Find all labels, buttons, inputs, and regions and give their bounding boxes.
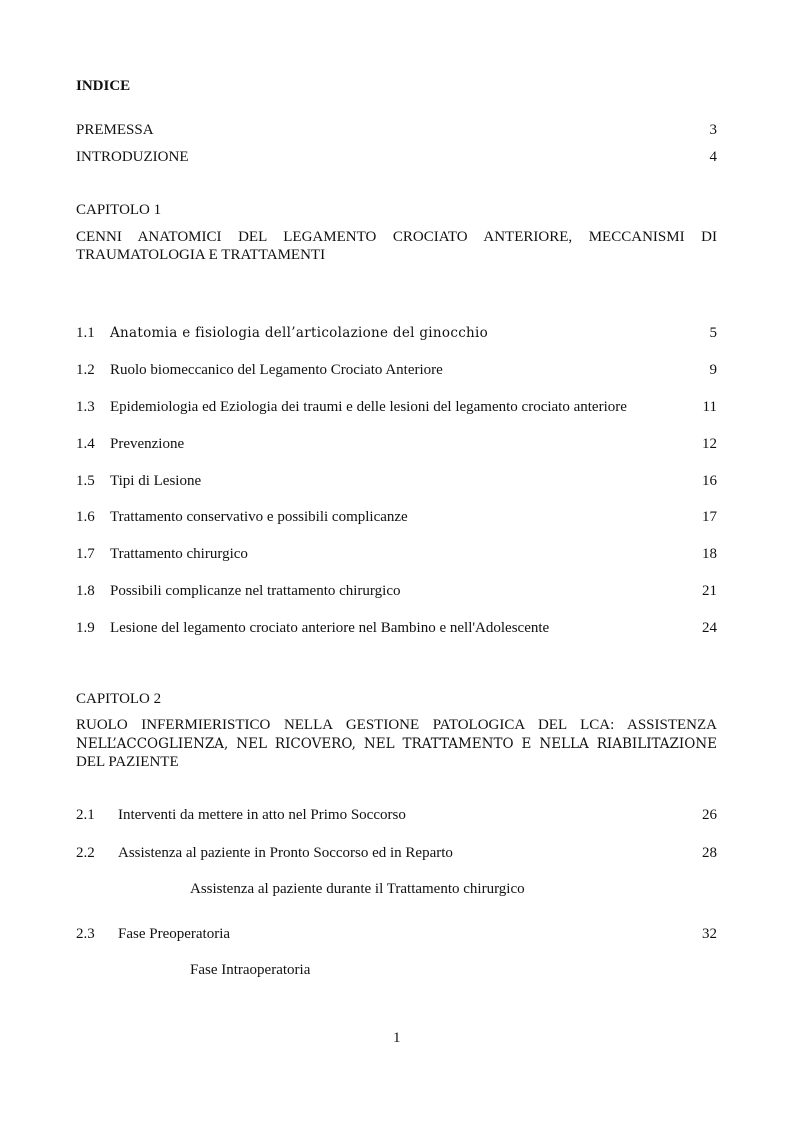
toc-subentry[interactable]: Assistenza al paziente durante il Trattamento chirurgico: [190, 881, 525, 897]
toc-entry-premessa[interactable]: PREMESSA: [76, 122, 154, 138]
toc-num: 2.3: [76, 926, 95, 942]
toc-entry[interactable]: Assistenza al paziente in Pronto Soccorso ed in Reparto: [118, 845, 453, 861]
toc-entry[interactable]: Trattamento conservativo e possibili complicanze: [110, 509, 408, 525]
toc-page-premessa: 3: [709, 122, 717, 138]
chapter-1-heading: CENNI ANATOMICI DEL LEGAMENTO CROCIATO ANTERIORE, MECCANISMI DI TRAUMATOLOGIA E TRATTAMENTI: [76, 229, 717, 263]
toc-entry[interactable]: Interventi da mettere in atto nel Primo Soccorso: [118, 807, 406, 823]
toc-page: 32: [702, 926, 717, 942]
toc-page: 21: [702, 583, 717, 599]
toc-entry[interactable]: Trattamento chirurgico: [110, 546, 248, 562]
toc-num: 1.6: [76, 509, 95, 525]
toc-entry[interactable]: Tipi di Lesione: [110, 473, 202, 489]
toc-entry[interactable]: Possibili complicanze nel trattamento chirurgico: [110, 583, 401, 599]
page-title: INDICE: [76, 78, 131, 94]
toc-page: 5: [709, 325, 717, 341]
toc-page: 26: [702, 807, 717, 823]
toc-num: 1.9: [76, 620, 95, 636]
chapter-1-label: CAPITOLO 1: [76, 202, 162, 218]
toc-num: 2.1: [76, 807, 95, 823]
toc-page: 11: [702, 399, 717, 415]
toc-entry[interactable]: Prevenzione: [110, 436, 185, 452]
toc-page: 28: [702, 845, 717, 861]
toc-entry[interactable]: Fase Preoperatoria: [118, 926, 231, 942]
toc-page: 9: [709, 362, 717, 378]
toc-page: 18: [702, 546, 717, 562]
toc-num: 1.5: [76, 473, 95, 489]
toc-page: 16: [702, 473, 717, 489]
toc-entry-introduzione[interactable]: INTRODUZIONE: [76, 149, 189, 165]
chapter-2-heading-line-1: RUOLO INFERMIERISTICO NELLA GESTIONE PATOLOGICA DEL LCA: ASSISTENZA: [76, 717, 717, 733]
toc-page: 24: [702, 620, 717, 636]
toc-num: 1.3: [76, 399, 95, 415]
toc-num: 1.8: [76, 583, 95, 599]
toc-num: 1.7: [76, 546, 95, 562]
toc-page: 17: [702, 509, 717, 525]
toc-entry[interactable]: Anatomia e fisiologia dell’articolazione del ginocchio: [110, 325, 489, 341]
toc-entry[interactable]: Epidemiologia ed Eziologia dei traumi e delle lesioni del legamento crociato anteriore: [110, 399, 627, 415]
chapter-2-heading-line-2: NELL’ACCOGLIENZA, NEL RICOVERO, NEL TRATTAMENTO E NELLA RIABILITAZIONE: [76, 736, 717, 752]
chapter-2-heading-line-3: DEL PAZIENTE: [76, 754, 179, 770]
toc-num: 1.1: [76, 325, 95, 341]
toc-num: 2.2: [76, 845, 95, 861]
chapter-2-label: CAPITOLO 2: [76, 691, 162, 707]
toc-num: 1.4: [76, 436, 95, 452]
toc-num: 1.2: [76, 362, 95, 378]
toc-subentry[interactable]: Fase Intraoperatoria: [190, 962, 311, 978]
toc-page: 12: [702, 436, 717, 452]
toc-page-introduzione: 4: [709, 149, 717, 165]
page-number: 1: [393, 1030, 401, 1046]
toc-entry[interactable]: Ruolo biomeccanico del Legamento Crociato Anteriore: [110, 362, 443, 378]
toc-entry[interactable]: Lesione del legamento crociato anteriore nel Bambino e nell'Adolescente: [110, 620, 550, 636]
